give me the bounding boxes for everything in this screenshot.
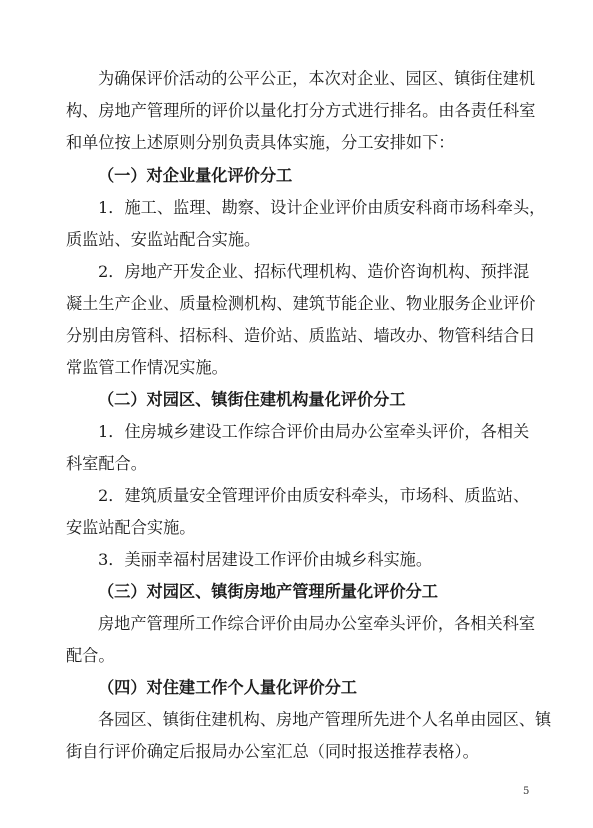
body-text-line: 分别由房管科、招标科、造价站、质监站、墙改办、物管科结合日 [66,326,536,345]
body-text-line: 2．房地产开发企业、招标代理机构、造价咨询机构、预拌混 [98,262,530,281]
section-heading: （四）对住建工作个人量化评价分工 [98,678,357,697]
body-text-line: 街自行评价确定后报局办公室汇总（同时报送推荐表格）。 [66,742,479,761]
body-text-line: 科室配合。 [66,454,147,473]
body-text-line: 各园区、镇街住建机构、房地产管理所先进个人名单由园区、镇 [98,710,552,729]
body-text-line: 房地产管理所工作综合评价由局办公室牵头评价，各相关科室 [98,614,536,633]
body-text-line: 质监站、安监站配合实施。 [66,230,261,249]
body-text-line: 1．住房城乡建设工作综合评价由局办公室牵头评价，各相关 [98,422,530,441]
body-text-line: 配合。 [66,646,115,665]
body-text-line: 构、房地产管理所的评价以量化打分方式进行排名。由各责任科室 [66,101,536,120]
body-text-line: 2．建筑质量安全管理评价由质安科牵头，市场科、质监站、 [98,486,530,505]
body-text-line: 常监管工作情况实施。 [66,358,228,377]
body-text-line: 为确保评价活动的公平公正，本次对企业、园区、镇街住建机 [98,69,536,88]
body-text-line: 安监站配合实施。 [66,518,196,537]
body-text-line: 1．施工、监理、勘察、设计企业评价由质安科商市场科牵头， [98,198,546,217]
section-heading: （三）对园区、镇街房地产管理所量化评价分工 [98,582,438,601]
body-text-line: 凝土生产企业、质量检测机构、建筑节能企业、物业服务企业评价 [66,294,536,313]
section-heading: （一）对企业量化评价分工 [98,166,293,185]
body-text-line: 和单位按上述原则分别负责具体实施，分工安排如下： [66,133,455,152]
section-heading: （二）对园区、镇街住建机构量化评价分工 [98,390,406,409]
body-text-line: 3．美丽幸福村居建设工作评价由城乡科实施。 [98,550,433,569]
page-number: 5 [523,786,530,797]
